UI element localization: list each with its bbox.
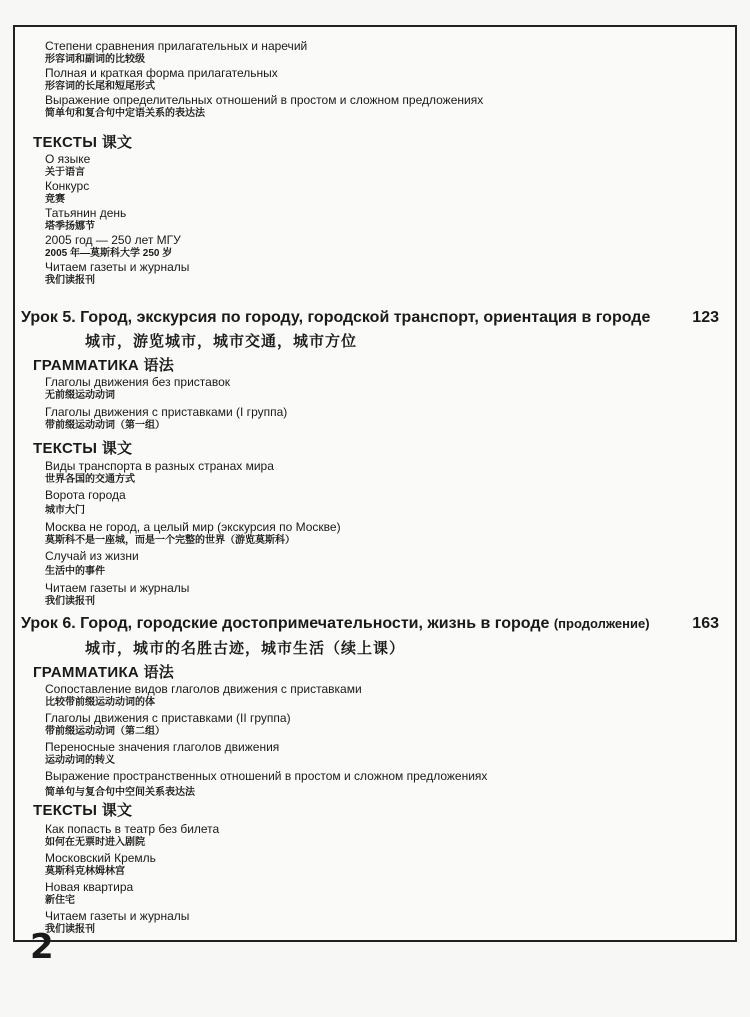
list-item [45, 549, 341, 578]
contents-frame [13, 25, 737, 942]
item-ru: Москва не город, а целый мир (экскурсия по Москве) [45, 520, 341, 534]
lesson-title-text: Урок 6. Город, городские достопримечательности, жизнь в городе [21, 615, 550, 632]
item-zh: 简单句和复合句中定语关系的表达法 [45, 108, 205, 119]
intro-grammar-list [45, 39, 483, 120]
lesson-5-texts-list [45, 459, 341, 608]
item-ru: Читаем газеты и журналы [45, 909, 190, 923]
lesson-6-subtitle: 城市，城市的名胜古迹，城市生活（续上课） [85, 640, 406, 657]
item-zh: 运动动词的转义 [45, 755, 115, 766]
item-zh: 竞赛 [45, 194, 65, 205]
section-heading-texts: ТЕКСТЫ 课文 [33, 440, 133, 457]
item-zh: 塔季扬娜节 [45, 221, 95, 232]
list-item [45, 769, 487, 799]
section-heading-grammar: ГРАММАТИКА 语法 [33, 357, 175, 374]
item-zh: 带前缀运动动词（第一组） [45, 420, 165, 431]
item-ru: Выражение определительных отношений в простом и сложном предложениях [45, 93, 484, 107]
item-zh: 城市大门 [45, 505, 85, 516]
list-item [45, 488, 341, 517]
list-item [45, 711, 487, 738]
lesson-title [21, 615, 650, 633]
list-item [45, 260, 189, 287]
item-zh: 我们读报刊 [45, 275, 95, 286]
item-zh: 形容词的长尾和短尾形式 [45, 81, 155, 92]
list-item [45, 405, 287, 432]
item-zh: 莫斯科克林姆林宫 [45, 866, 125, 877]
list-item [45, 880, 219, 907]
item-ru: Виды транспорта в разных странах мира [45, 459, 274, 473]
item-ru: Глаголы движения без приставок [45, 375, 230, 389]
item-ru: 2005 год — 250 лет МГУ [45, 233, 181, 247]
list-item [45, 909, 219, 936]
item-ru: Глаголы движения с приставками (II группа) [45, 711, 291, 725]
section-heading-texts: ТЕКСТЫ 课文 [33, 134, 133, 151]
list-item [45, 66, 483, 93]
item-ru: Московский Кремль [45, 851, 156, 865]
list-item [45, 581, 341, 608]
list-item [45, 179, 189, 206]
list-item [45, 233, 189, 260]
lesson-6-grammar-list [45, 682, 487, 799]
item-zh: 形容词和副词的比较级 [45, 54, 145, 65]
list-item [45, 822, 219, 849]
item-ru: Новая квартира [45, 880, 134, 894]
item-ru: Конкурс [45, 179, 90, 193]
list-item [45, 740, 487, 767]
item-ru: Сопоставление видов глаголов движения с приставками [45, 682, 362, 696]
item-ru: Читаем газеты и журналы [45, 260, 190, 274]
page-number: 2 [30, 927, 54, 967]
item-ru: О языке [45, 152, 91, 166]
section-heading-texts: ТЕКСТЫ 课文 [33, 802, 133, 819]
item-ru: Полная и краткая форма прилагательных [45, 66, 278, 80]
list-item [45, 520, 341, 547]
item-zh: 世界各国的交通方式 [45, 474, 135, 485]
item-zh: 比较带前缀运动动词的体 [45, 697, 155, 708]
item-zh: 关于语言 [45, 167, 85, 178]
item-ru: Случай из жизни [45, 549, 139, 563]
list-item [45, 93, 483, 120]
list-item [45, 459, 341, 486]
item-zh: 带前缀运动动词（第二组） [45, 726, 165, 737]
lesson-title-suffix: (продолжение) [553, 616, 650, 631]
item-zh: 无前缀运动动词 [45, 390, 115, 401]
texts-list [45, 152, 189, 287]
section-heading-grammar: ГРАММАТИКА 语法 [33, 664, 175, 681]
item-ru: Глаголы движения с приставками (I группа) [45, 405, 288, 419]
list-item [45, 39, 483, 66]
item-ru: Ворота города [45, 488, 126, 502]
item-zh: 莫斯科不是一座城，而是一个完整的世界（游览莫斯科） [45, 535, 295, 546]
list-item [45, 152, 189, 179]
list-item [45, 206, 189, 233]
item-zh: 我们读报刊 [45, 596, 95, 607]
list-item [45, 682, 487, 709]
lesson-5-subtitle: 城市，游览城市，城市交通，城市方位 [85, 333, 358, 350]
item-zh: 简单句与复合句中空间关系表达法 [45, 787, 195, 798]
item-ru: Татьянин день [45, 206, 127, 220]
lesson-page-number: 163 [692, 615, 719, 632]
item-zh: 新住宅 [45, 895, 75, 906]
lesson-page-number: 123 [692, 309, 719, 326]
item-ru: Выражение пространственных отношений в простом и сложном предложениях [45, 769, 488, 783]
item-zh: 2005 年—莫斯科大学 250 岁 [45, 248, 173, 259]
lesson-5-grammar-list [45, 375, 287, 432]
item-zh: 如何在无票时进入剧院 [45, 837, 145, 848]
item-zh: 我们读报刊 [45, 924, 95, 935]
lesson-title: Урок 5. Город, экскурсия по городу, городской транспорт, ориентация в городе [21, 309, 651, 326]
list-item [45, 851, 219, 878]
item-ru: Как попасть в театр без билета [45, 822, 220, 836]
item-ru: Переносные значения глаголов движения [45, 740, 280, 754]
item-zh: 生活中的事件 [45, 566, 105, 577]
list-item [45, 375, 287, 402]
lesson-6-texts-list [45, 822, 219, 936]
item-ru: Читаем газеты и журналы [45, 581, 190, 595]
item-ru: Степени сравнения прилагательных и наречий [45, 39, 308, 53]
